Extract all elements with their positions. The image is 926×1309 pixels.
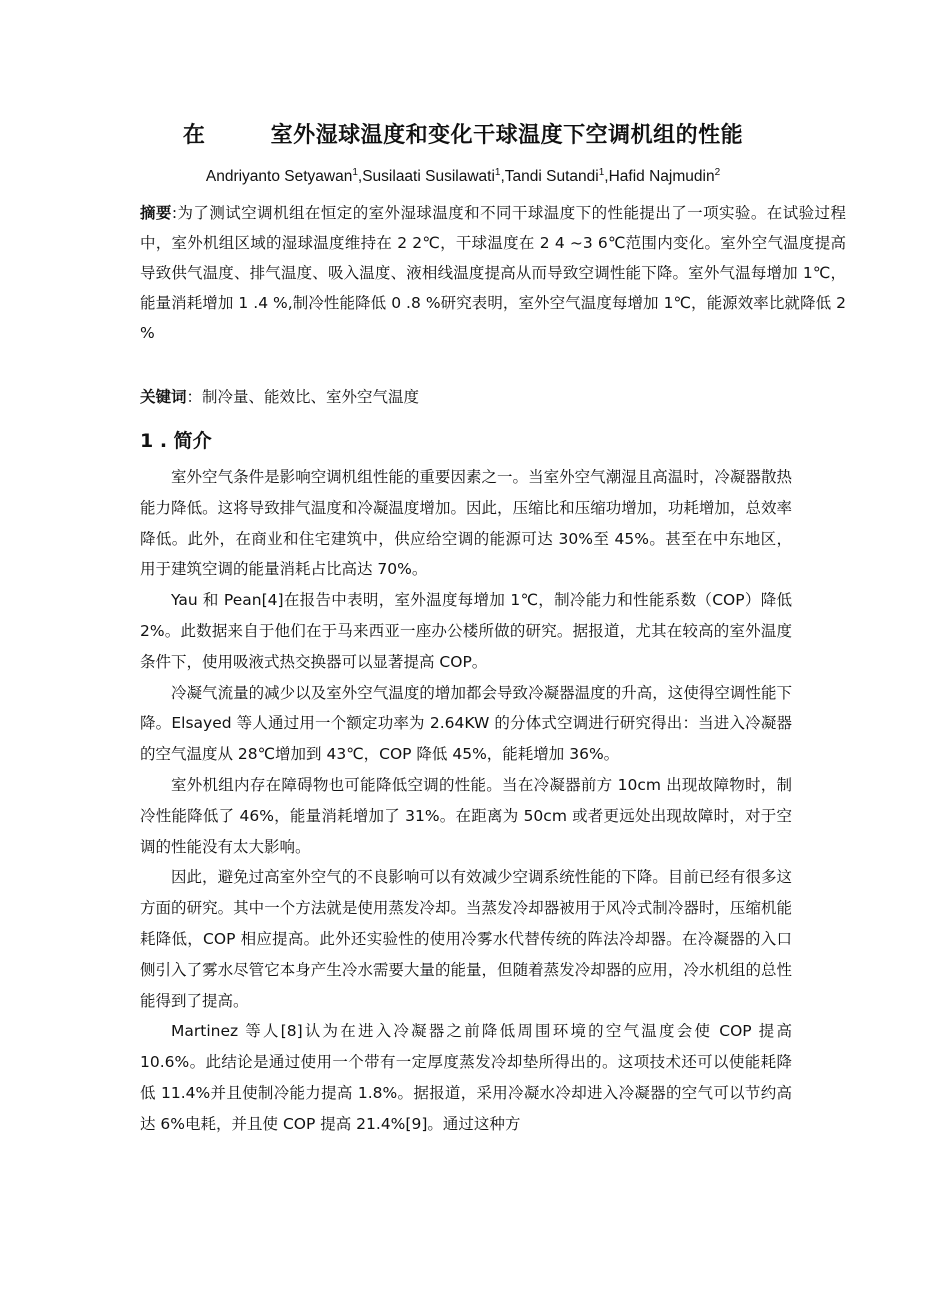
keywords-label: 关键词 <box>140 388 187 406</box>
author-affiliation: 1 <box>494 166 501 178</box>
abstract-text: :为了测试空调机组在恒定的室外湿球温度和不同干球温度下的性能提出了一项实验。在试验过程中，室外机组区域的湿球温度维持在 2 2℃，干球温度在 2 4 ~3 6℃范围内变化。室外空气温度提高导致供气温度、排气温度、吸入温度、液相线温度提高从而导致空调性能下降。室外气温每增加 1℃，能量消耗增加 1 .4 %,制冷性能降低 0 .8 %研究表明，室外空气温度每增加 1℃，能源效率比就降低 2 % <box>140 204 846 342</box>
body-paragraph: Yau 和 Pean[4]在报告中表明，室外温度每增加 1℃，制冷能力和性能系数（COP）降低 2%。此数据来自于他们在于马来西亚一座办公楼所做的研究。据报道，尤其在较高的室外温度条件下，使用吸液式热交换器可以显著提高 COP。 <box>140 591 792 671</box>
keywords-text: ：制冷量、能效比、室外空气温度 <box>186 388 420 406</box>
body-paragraph: 室外空气条件是影响空调机组性能的重要因素之一。当室外空气潮湿且高温时，冷凝器散热能力降低。这将导致排气温度和冷凝温度增加。因此，压缩比和压缩功增加，功耗增加，总效率降低。此外，在商业和住宅建筑中，供应给空调的能源可达 30%至 45%。甚至在中东地区，用于建筑空调的能量消耗占比高达 70%。 <box>140 468 792 579</box>
keywords <box>140 382 846 412</box>
section-heading: 1 . 简介 <box>140 430 212 452</box>
body-paragraph: Martinez 等人[8]认为在进入冷凝器之前降低周围环境的空气温度会使 COP 提高 10.6%。此结论是通过使用一个带有一定厚度蒸发冷却垫所得出的。这项技术还可以使能耗降低 11.4%并且使制冷能力提高 1.8%。据报道，采用冷凝水冷却进入冷凝器的空气可以节约高达 6%电耗，并且使 COP 提高 21.4%[9]。通过这种方 <box>140 1022 792 1133</box>
body-paragraph: 室外机组内存在障碍物也可能降低空调的性能。当在冷凝器前方 10cm 出现故障物时，制冷性能降低了 46%，能量消耗增加了 31%。在距离为 50cm 或者更远处出现故障时，对于空调的性能没有太大影响。 <box>140 775 792 856</box>
body-paragraph: 因此，避免过高室外空气的不良影响可以有效减少空调系统性能的下降。目前已经有很多这方面的研究。其中一个方法就是使用蒸发冷却。当蒸发冷却器被用于风冷式制冷器时，压缩机能耗降低，COP 相应提高。此外还实验性的使用冷雾水代替传统的阵法冷却器。在冷凝器的入口侧引入了雾水尽管它本身产生冷水需要大量的能量，但随着蒸发冷却器的应用，冷水机组的总性能得到了提高。 <box>140 868 792 1010</box>
body-paragraph: 冷凝气流量的减少以及室外空气温度的增加都会导致冷凝器温度的升高，这使得空调性能下降。Elsayed 等人通过用一个额定功率为 2.64KW 的分体式空调进行研究得出：当进入冷凝器的空气温度从 28℃增加到 43℃，COP 降低 45%，能耗增加 36%。 <box>140 683 792 764</box>
author-affiliation: 2 <box>714 166 721 178</box>
author-name: Susilaati Susilawati <box>362 168 495 185</box>
abstract <box>140 198 846 348</box>
author-affiliation: 1 <box>598 166 605 178</box>
body-text <box>140 462 792 1140</box>
author-name: Andriyanto Setyawan <box>205 168 353 185</box>
paper-title: 在 室外湿球温度和变化干球温度下空调机组的性能 <box>182 123 744 148</box>
abstract-label: 摘要 <box>140 204 172 222</box>
author-name: Tandi Sutandi <box>504 168 599 185</box>
author-affiliation: 1 <box>352 166 358 178</box>
author-list: Andriyanto Setyawan$^1$,Susilaati Susilawati$^1$,Tandi Sutandi$^1$,Hafid Najmudin$^2$ <box>205 166 721 185</box>
author-name: Hafid Najmudin <box>608 168 715 185</box>
